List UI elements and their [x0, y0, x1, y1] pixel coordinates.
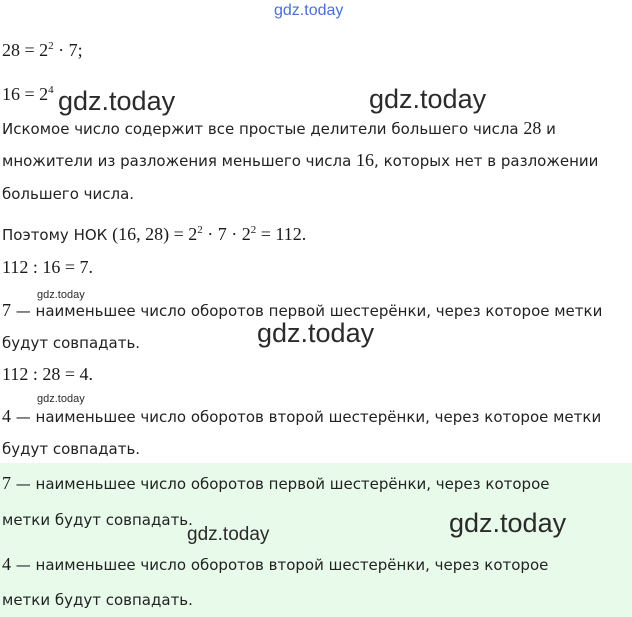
watermark-top: gdz.today	[274, 2, 344, 19]
watermark: gdz.today	[257, 318, 375, 348]
watermark: gdz.today	[37, 393, 85, 405]
watermark: gdz.today	[369, 84, 487, 114]
factorization-28: $28 = 2^2 \cdot 7$;	[2, 40, 83, 60]
watermark: gdz.today	[187, 524, 270, 545]
result-line-7-cont: будут совпадать.	[2, 334, 141, 352]
answer-line-1: 7 — наименьшее число оборотов первой шестерёнки, через которое	[2, 473, 550, 493]
factorization-16: $16 = 2^4$	[2, 84, 54, 104]
division-112-16: 112 : 16 = 7.	[2, 257, 93, 277]
paragraph-line-3: большего числа.	[2, 185, 135, 203]
paragraph-line-1: Искомое число содержит все простые делители большего числа 28 и	[2, 118, 556, 138]
answer-line-2-cont: метки будут совпадать.	[2, 591, 193, 609]
answer-line-2: 4 — наименьшее число оборотов второй шестерёнки, через которое	[2, 554, 549, 574]
nok-line: Поэтому НОК (16, $28) = 2^2 \cdot 7 \cdot 2^2 = 112$.	[2, 224, 307, 244]
result-line-7: 7 — наименьшее число оборотов первой шестерёнки, через которое метки	[2, 300, 603, 320]
watermark: gdz.today	[58, 86, 176, 116]
watermark: gdz.today	[37, 289, 85, 301]
result-line-4-cont: будут совпадать.	[2, 440, 141, 458]
result-line-4: 4 — наименьшее число оборотов второй шестерёнки, через которое метки	[2, 406, 602, 426]
answer-line-1-cont: метки будут совпадать.	[2, 511, 193, 529]
paragraph-line-2: множители из разложения меньшего числа 16, которых нет в разложении	[2, 150, 599, 170]
watermark: gdz.today	[449, 508, 567, 538]
answer-block	[0, 463, 632, 617]
division-112-28: 112 : 28 = 4.	[2, 364, 93, 384]
